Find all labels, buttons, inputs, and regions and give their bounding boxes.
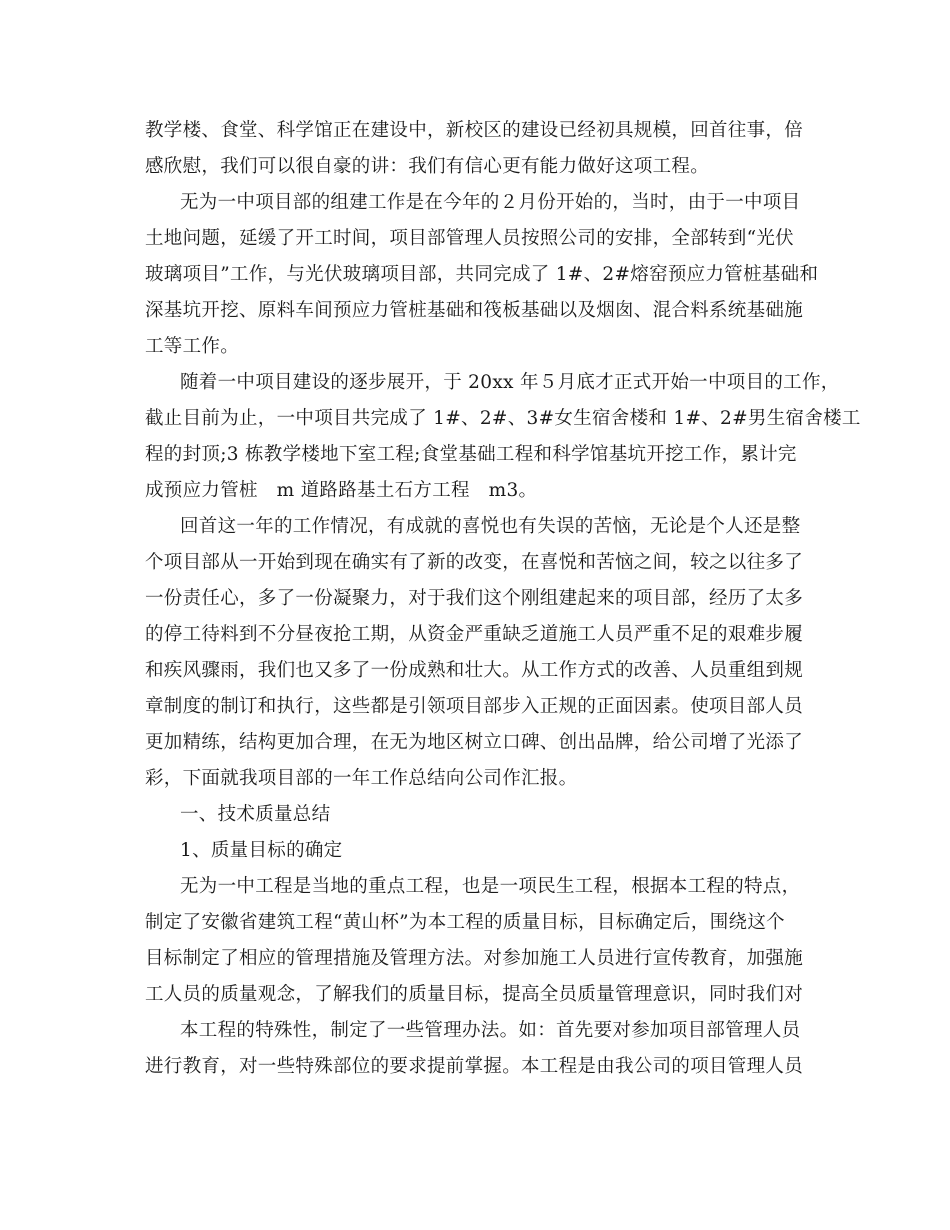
text-line: 截止目前为止，一中项目共完成了 1#、2#、3#女生宿舍楼和 1#、2#男生宿舍楼工 bbox=[145, 408, 861, 429]
text-line: 无为一中工程是当地的重点工程，也是一项民生工程，根据本工程的特点， bbox=[180, 876, 801, 897]
text-line: 制定了安徽省建筑工程“黄山杯”为本工程的质量目标，目标确定后，围绕这个 bbox=[145, 912, 785, 933]
text-line: 更加精练，结构更加合理，在无为地区树立口碑、创出品牌，给公司增了光添了 bbox=[145, 732, 804, 753]
text-line: 本工程的特殊性，制定了一些管理办法。如：首先要对参加项目部管理人员 bbox=[180, 1020, 801, 1041]
text-line: 成预应力管桩 m 道路路基土石方工程 m3。 bbox=[145, 480, 538, 501]
text-line: 无为一中项目部的组建工作是在今年的２月份开始的，当时，由于一中项目 bbox=[180, 192, 801, 213]
text-line: 感欣慰，我们可以很自豪的讲：我们有信心更有能力做好这项工程。 bbox=[145, 156, 710, 177]
text-line: 一份责任心，多了一份凝聚力，对于我们这个刚组建起来的项目部，经历了太多 bbox=[145, 588, 804, 609]
text-line: 进行教育，对一些特殊部位的要求提前掌握。本工程是由我公司的项目管理人员 bbox=[145, 1056, 804, 1077]
text-line: 彩，下面就我项目部的一年工作总结向公司作汇报。 bbox=[145, 768, 578, 789]
text-line: 随着一中项目建设的逐步展开，于 20xx 年５月底才正式开始一中项目的工作， bbox=[180, 372, 840, 393]
text-line: 和疾风骤雨，我们也又多了一份成熟和壮大。从工作方式的改善、人员重组到规 bbox=[145, 660, 804, 681]
text-line: 玻璃项目”工作，与光伏玻璃项目部，共同完成了 1#、2#熔窑预应力管桩基础和 bbox=[145, 264, 819, 285]
text-line: 教学楼、食堂、科学馆正在建设中，新校区的建设已经初具规模，回首往事，倍 bbox=[145, 120, 804, 141]
text-line: 工人员的质量观念，了解我们的质量目标，提高全员质量管理意识，同时我们对 bbox=[145, 984, 804, 1005]
text-line: 土地问题，延缓了开工时间，项目部管理人员按照公司的安排，全部转到“光伏 bbox=[145, 228, 794, 249]
text-line: 程的封顶;3 栋教学楼地下室工程;食堂基础工程和科学馆基坑开挖工作，累计完 bbox=[145, 444, 797, 465]
text-line: 目标制定了相应的管理措施及管理方法。对参加施工人员进行宣传教育，加强施 bbox=[145, 948, 804, 969]
text-line: 个项目部从一开始到现在确实有了新的改变，在喜悦和苦恼之间，较之以往多了 bbox=[145, 552, 804, 573]
section-heading: 一、技术质量总结 bbox=[180, 804, 331, 825]
text-line: 章制度的制订和执行，这些都是引领项目部步入正规的正面因素。使项目部人员 bbox=[145, 696, 804, 717]
text-line: 深基坑开挖、原料车间预应力管桩基础和筏板基础以及烟囱、混合料系统基础施 bbox=[145, 300, 804, 321]
text-line: 工等工作。 bbox=[145, 336, 240, 357]
text-line: 回首这一年的工作情况，有成就的喜悦也有失误的苦恼，无论是个人还是整 bbox=[180, 516, 801, 537]
subsection-heading: 1、质量目标的确定 bbox=[180, 840, 343, 861]
text-line: 的停工待料到不分昼夜抢工期，从资金严重缺乏道施工人员严重不足的艰难步履 bbox=[145, 624, 804, 645]
